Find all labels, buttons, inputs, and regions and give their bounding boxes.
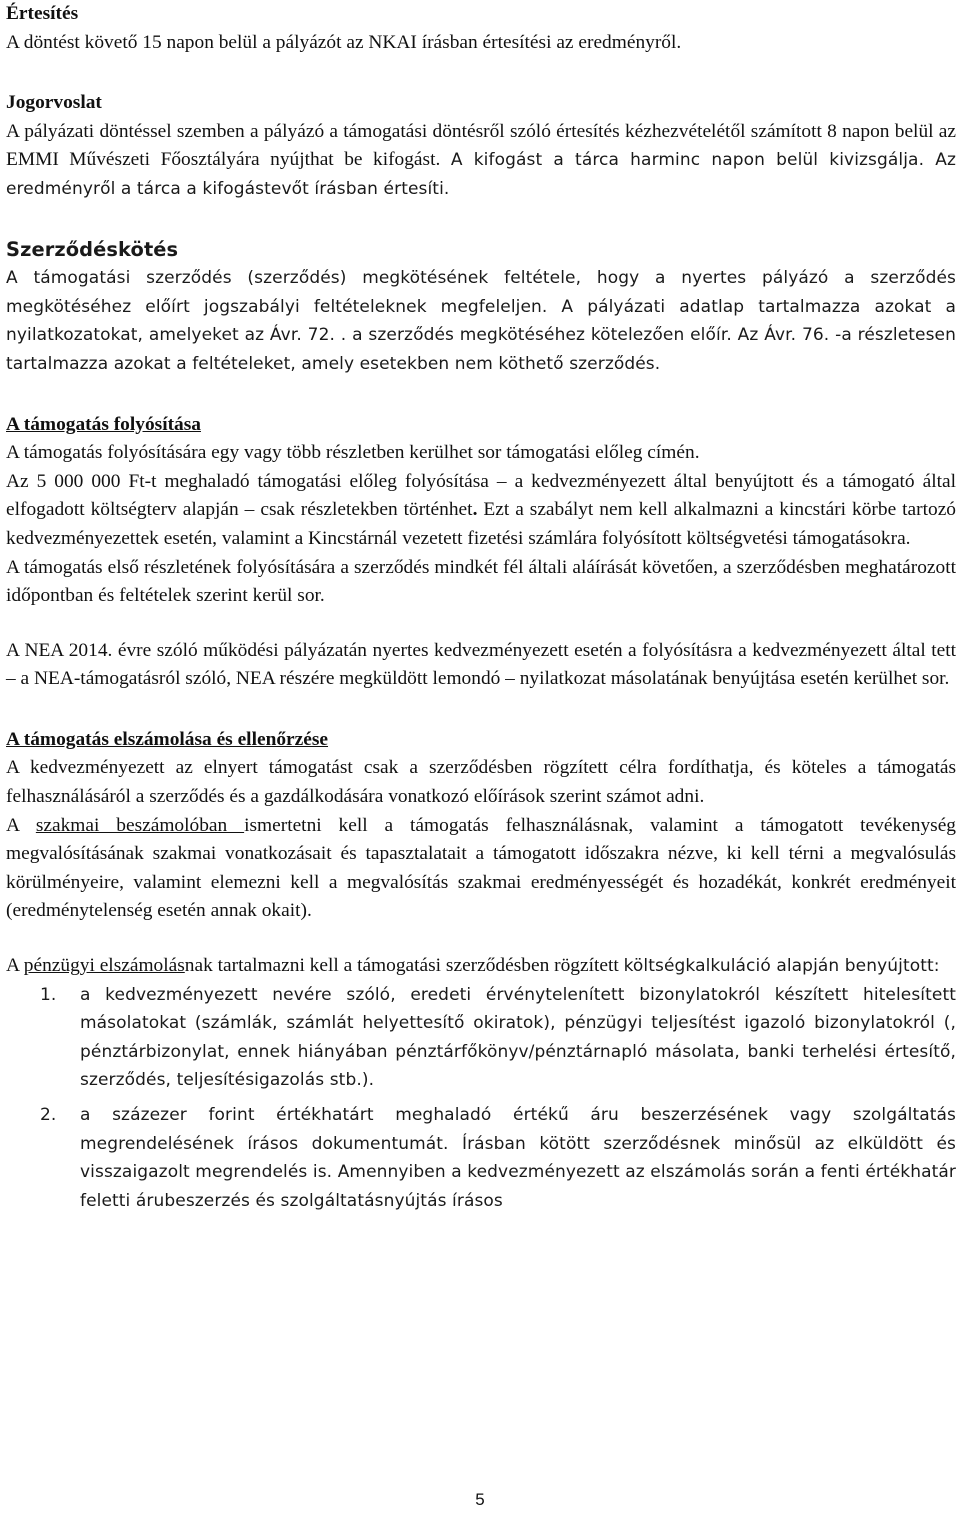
heading-elszamolas: A támogatás elszámolása és ellenőrzése <box>6 728 329 750</box>
list-item-number: 2. <box>40 1105 57 1125</box>
elszamolas-2-post: ismertetni kell a támogatás felhasználásnak, valamint a támogatott tevékenység megvalósításának szakmai vonatkozásait és tapasztalatait a támogatott időszakra nézve, ki kell térni a megvalósulás körülményeire, valamint elemezni kell a megvalósítás szakmai eredményességét és hozadékát, konkrét eredményeit (eredménytelenség esetén annak okait). <box>6 814 956 922</box>
document-page <box>6 0 956 1215</box>
paragraph-elszamolas-2 <box>6 812 956 926</box>
elszamolas-3-post: nak tartalmazni kell a támogatási szerződésben rögzített <box>184 955 624 977</box>
section-szerzodeskotes <box>6 236 956 379</box>
paragraph-szerzodeskotes: A támogatási szerződés (szerződés) megkötésének feltétele, hogy a nyertes pályázó a szerződés megkötéséhez előírt jogszabályi feltételeknek megfeleljen. A pályázati adatlap tartalmazza azokat a nyilatkozatokat, amelyeket az Ávr. 72. . a szerződés megkötéséhez kötelezően előír. Az Ávr. 76. -a részletesen tartalmazza azokat a feltételeket, amely esetekben nem köthető szerződés. <box>6 268 956 374</box>
section-folyositas <box>6 411 956 694</box>
numbered-list <box>6 981 956 1216</box>
paragraph-folyositas-4: A NEA 2014. évre szóló működési pályázatán nyertes kedvezményezett esetén a folyósításra a kedvezményezett által tett – a NEA-támogatásról szóló, NEA részére megküldött lemondó – nyilatkozat másolatának benyújtása esetén kerülhet sor. <box>6 639 956 690</box>
heading-szerzodeskotes: Szerződéskötés <box>6 237 179 261</box>
section-jogorvoslat <box>6 89 956 203</box>
list-item-text: a kedvezményezett nevére szóló, eredeti érvénytelenített bizonylatokról készített hitelesített másolatokat (számlák, számlát helyettesítő okiratok), pénzügyi teljesítést igazoló bizonylatokról (, pénztárbizonylat, ennek hiányában pénztárfőkönyv/pénztárnapló másolata, banki terhelési értesítő, szerződés, teljesítésigazolás stb.). <box>80 984 956 1091</box>
jogorvoslat-text-a: A pályázati döntéssel szemben a pályázó a támogatási döntésről szóló értesítés kézhezvételétől számított 8 napon belül az EMMI Művészeti Főosztályára nyújthat be kifogást. <box>6 120 956 171</box>
folyositas-2-main: Az 5 000 000 Ft-t meghaladó támogatási előleg folyósítása – a kedvezményezett által benyújtott és a támogató által elfogadott költségterv alapján – csak részletekben történhet <box>6 470 956 521</box>
penzugyi-elszamolas-term: pénzügyi elszámolás <box>23 955 185 977</box>
folyositas-2-bold: . <box>472 499 478 521</box>
paragraph-jogorvoslat <box>6 118 956 204</box>
jogorvoslat-text-b: A kifogást a tárca harminc napon belül kivizsgálja. Az eredményről a tárca a kifogástevőt írásban értesíti. <box>6 150 956 199</box>
szakmai-beszamolo-term: szakmai beszámolóban <box>35 814 245 836</box>
list-item-text: a százezer forint értékhatárt meghaladó értékű áru beszerzésének vagy szolgáltatás megrendelésének írásos dokumentumát. Írásban kötött szerződésnek minősül az elküldött és visszaigazolt megrendelés is. Amennyiben a kedvezményezett az elszámolás során a fenti értékhatár feletti árubeszerzés és szolgáltatásnyújtás írásos <box>80 1105 956 1211</box>
list-item <box>6 1101 956 1215</box>
paragraph-elszamolas-1: A kedvezményezett az elnyert támogatást csak a szerződésben rögzített célra fordíthatja, és köteles a támogatás felhasználásáról a szerződés és a gazdálkodására vonatkozó előírások szerint számot adni. <box>6 757 956 808</box>
page-number: 5 <box>475 1490 485 1509</box>
folyositas-2-tail: Ezt a szabályt nem kell alkalmazni a kincstári körbe tartozó kedvezményezettek esetén, valamint a Kincstárnál vezetett fizetési számlára folyósított költségvetési támogatásokra. <box>6 499 956 549</box>
list-item <box>6 981 956 1095</box>
heading-folyositas: A támogatás folyósítása <box>6 413 201 435</box>
paragraph-ertesites: A döntést követő 15 napon belül a pályázót az NKAI írásban értesítési az eredményről. <box>6 31 682 53</box>
heading-jogorvoslat: Jogorvoslat <box>6 92 102 114</box>
paragraph-elszamolas-3 <box>6 952 956 981</box>
section-elszamolas <box>6 726 956 1216</box>
list-item-number: 1. <box>40 984 57 1005</box>
section-ertesites <box>6 0 956 57</box>
paragraph-folyositas-2 <box>6 468 956 554</box>
heading-ertesites: Értesítés <box>6 3 79 24</box>
elszamolas-3-pre: A <box>6 955 24 977</box>
paragraph-folyositas-1: A támogatás folyósítására egy vagy több részletben kerülhet sor támogatási előleg címén. <box>6 442 700 464</box>
paragraph-folyositas-3: A támogatás első részletének folyósítására a szerződés mindkét fél általi aláírását követően, a szerződésben meghatározott időpontban és feltételek szerint kerül sor. <box>6 556 956 607</box>
elszamolas-2-pre: A <box>6 814 36 836</box>
elszamolas-3-sans: költségkalkuláció alapján benyújtott: <box>623 956 940 977</box>
